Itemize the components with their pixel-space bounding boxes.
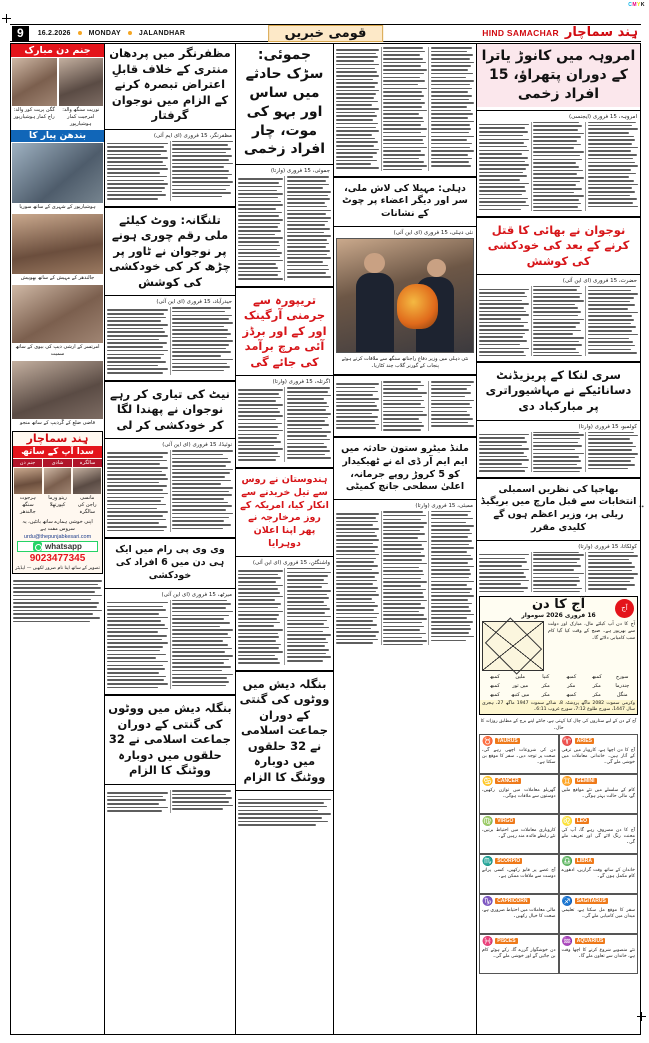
dateline-story-8: نوئیڈا، 15 فروری (ای این آئی) [162, 442, 232, 449]
panchang-cell: مکر [541, 691, 550, 698]
horoscope-sign-name: LEO [576, 818, 587, 825]
separator-dot [128, 31, 132, 35]
horoscope-card-sagitarus[interactable] [559, 894, 639, 934]
cmyk-registration-marks [628, 2, 645, 8]
capricorn-icon: ♑ [482, 895, 494, 906]
ad-photo-caption: ریتو ورما کپورتھلا [48, 495, 67, 508]
horoscope-card-gemini[interactable] [559, 774, 639, 814]
horoscope-sign-name: VIRGO [497, 818, 514, 825]
body-story-8 [105, 448, 235, 534]
dateline-story-7: اگرتلہ، 15 فروری (وارتا) [272, 379, 330, 386]
panchang-cell: مکر [592, 691, 601, 698]
body-story-11 [334, 379, 476, 433]
horoscope-card-pisces[interactable] [479, 934, 559, 974]
ad-tag: سالگرہ [73, 459, 102, 467]
dateline-story-13: میرٹھ، 15 فروری (ای این آئی) [161, 591, 232, 598]
masthead [10, 24, 641, 42]
news-photo [336, 238, 474, 353]
panchang-body [480, 619, 637, 673]
dateline-story-12: کولکاتا، 15 فروری (وارتا) [578, 543, 637, 550]
headline-story-6[interactable] [477, 221, 640, 272]
horoscope-text: گھریلو معاملات میں توازن رکھیں، دوستوں سے ملاقات ہوگی۔ [482, 787, 556, 799]
cmyk-y: Y [637, 2, 641, 8]
aries-icon: ♈ [561, 735, 573, 746]
horoscope-sign-name: LIBRA [576, 858, 592, 865]
brand-english: HIND SAMACHAR [482, 28, 559, 38]
panchang-cell: سورج [616, 673, 629, 680]
body-story-3-left [334, 44, 476, 173]
scorpio-icon: ♏ [482, 855, 494, 866]
panchang-row-1 [480, 673, 637, 682]
panchang-note: آج کا دن آپ کیلئے مال، مبارک اور دولت سے بھرپور ہے۔ صبح کے وقت کیا گیا کام سب کامیابی دلائے گا۔ [548, 621, 635, 641]
panchang-cell: کمبھ [566, 673, 577, 680]
photo-caption: قاضی ضلع کے گُردیپ کے ساتھ منجو [20, 420, 95, 426]
panchang-box [479, 596, 638, 715]
kundli-chart [482, 621, 544, 671]
dateline-story-9: کولمبو، 15 فروری (وارتا) [578, 423, 637, 430]
headline-story-16[interactable]: بنگلہ دیش میں ووٹوں کی گنتی کے دوران جماعت اسلامی نے 32 حلقوں میں دوبارہ ووٹنگ کا الزام [108, 701, 232, 778]
news-column-5 [477, 44, 640, 1034]
horoscope-card-virgo[interactable] [479, 814, 559, 854]
registration-dots: •• [639, 503, 644, 511]
ad-photo-caption: ہرجوت سنگھ جالندھر [19, 495, 36, 515]
headline-story-10-text: ہندوستان نے روس سے تیل خریدنے سے انکار کیا، امریکہ کے روز مرخارجہ نے پھر اپنا اعلان دوہرایا [240, 474, 329, 550]
horoscope-text: آج کا دن مصروف رہے گا، آپ کی محنت رنگ لائے گی اور تعریف ملے گی۔ [561, 827, 635, 845]
panchang-cell: میں ثور [512, 682, 529, 689]
horoscope-sign-name: ARIES [576, 738, 592, 745]
headline-story-3[interactable]: امروہہ میں کانوڑ یاترا کے دوران پتھراؤ، 15 افراد زخمی [477, 44, 640, 107]
panchang-cell: کمبھ [591, 673, 602, 680]
body-story-1 [105, 139, 235, 203]
photo-caption: جالندھر کے مہیش کے ساتھ بھوپیش [20, 275, 95, 281]
body-story-3 [477, 120, 640, 213]
horoscope-text: دن کی شروعات اچھی رہے گی، صحت پر توجہ دیں۔ سفر کا موقع بن سکتا ہے۔ [482, 747, 556, 765]
body-story-12 [477, 550, 640, 594]
crop-mark-top-left [2, 14, 11, 23]
horoscope-sign-name: CANCER [497, 778, 519, 785]
body-story-15 [236, 794, 333, 830]
aquarius-icon: ♒ [561, 935, 573, 946]
headline-story-15-wrap[interactable] [236, 675, 333, 788]
ad-photo-caption: مانسی راجن کی سالگرہ [77, 495, 97, 515]
panchang-cell: کنیا [542, 673, 550, 680]
dateline-story-4: حیدرآباد، 15 فروری (ای این آئی) [156, 299, 232, 306]
horoscope-sign-name: PISCES [497, 938, 516, 945]
horoscope-card-libra[interactable] [559, 854, 639, 894]
gemini-icon: ♊ [561, 775, 573, 786]
news-column-3 [236, 44, 333, 1034]
horoscope-intro: آج کے دن کے لیے ستاروں کی چال کیا کہتی ہے، جانئے اپنے برج کے مطابق روزانہ کا حال۔ [480, 718, 637, 731]
ad-subtitle: سدا آپ کے ساتھ [13, 446, 102, 458]
whatsapp-icon [33, 542, 42, 551]
horoscope-text: سفر کا موقع مل سکتا ہے، تعلیمی میدان میں کامیابی ملے گی۔ [561, 907, 635, 919]
birthday-photo-2 [59, 58, 104, 129]
horoscope-card-taurus[interactable] [479, 734, 559, 774]
horoscope-text: کام کے سلسلے میں نئے مواقع ملیں گے، مالی حالت بہتر ہوگی۔ [561, 787, 635, 799]
headline-story-11[interactable]: دہلی: مہیلا کی لاش ملی، سر اور دیگر اعضاء پر چوٹ کے نشانات [342, 182, 468, 220]
virgo-icon: ♍ [482, 815, 494, 826]
headline-story-1[interactable]: مظفرنگر میں پردھان منتری کے خلاف قابلِ اعتراض تبصرہ کرنے کے الزام میں نوجوان گرفتار [109, 46, 231, 123]
dateline-story-11: نئی دہلی، 15 فروری (ای این آئی) [393, 230, 473, 237]
dateline-story-14: ممبئی، 15 فروری (وارتا) [415, 503, 473, 510]
page-frame [10, 43, 641, 1035]
panchang-cell: کمبھ [489, 682, 500, 689]
panchang-cell: چندرما [615, 682, 630, 689]
birthday-photo-1 [12, 58, 57, 129]
panchang-cell: کمبھ [489, 673, 500, 680]
panchang-row-2 [480, 682, 637, 691]
horoscope-card-cancer[interactable] [479, 774, 559, 814]
headline-story-7: تریپورہ سے جرمنی آرگینک اور کے اور برڈز آئی مرچ برآمد کی جائے گی [242, 292, 327, 369]
panchang-cell: منگل [616, 691, 628, 698]
panchang-cell: کمبھ [566, 691, 577, 698]
cmyk-k: K [640, 2, 645, 8]
photo-caption: گگن پریت کور والد: راج کمار ہوشیارپور [13, 107, 55, 120]
panchang-footer: وکرمی سموت 2082 ماگھ پردِشٹہ 8، شاکے سموت 1947 ماگھ 27، ہجری سال 1447، سورج طلوع 7:12، سورج غروب 6:11۔ [482, 700, 635, 712]
headline-story-2[interactable]: جموئی: سڑک حادثے میں ساس اور بہو کی موت، چار افراد زخمی [243, 47, 326, 158]
headline-story-14[interactable]: ملنڈ میٹرو ستون حادثہ میں ایم ایم آر ڈی اے نے ٹھیکیدار کو 5 کروڑ روپے جرمانہ، اعلیٰ سطحی جانچ کمیٹی [341, 442, 469, 493]
panchang-cell: مکر [541, 682, 550, 689]
ad-footer: تصویر کے ساتھ اپنا نام ضرور لکھیں — ایڈیٹر [15, 566, 100, 571]
news-column-2 [105, 44, 235, 1034]
dateline-story-10: واشنگٹن، 15 فروری (ای این آئی) [252, 559, 330, 566]
leo-icon: ♌ [561, 815, 573, 826]
photo-figures [337, 239, 473, 352]
pisces-icon: ♓ [482, 935, 494, 946]
ad-photo-row [13, 467, 102, 518]
taurus-icon: ♉ [482, 735, 494, 746]
panchang-cell: مکر [567, 682, 576, 689]
bouquet [397, 284, 438, 329]
couple-photo-4 [11, 360, 104, 429]
panchang-title: آج کا دن [531, 596, 586, 612]
couple-photo-1 [11, 142, 104, 213]
dateline-story-1: مظفرنگر، 15 فروری (ای ایم آئی) [153, 132, 232, 139]
ad-tag: شادی [43, 459, 72, 467]
headline-story-4[interactable]: تلنگانہ: ووٹ کیلئے ملی رقم چوری ہونے پر نوجوان نے ٹاور پر چڑھ کر کی خودکشی کی کوشش [109, 212, 231, 289]
horoscope-card-capricorn[interactable] [479, 894, 559, 934]
dateline-story-6: حضرت، 15 فروری (ای این آئی) [562, 278, 637, 285]
horoscope-text: آج غصے پر قابو رکھیں، کسی پرانے دوست سے ملاقات ممکن ہے۔ [482, 867, 556, 879]
hind-samachar-ad[interactable] [12, 431, 103, 574]
horoscope-text: مالی معاملات میں احتیاط ضروری ہے، صحت کا خیال رکھیں۔ [482, 907, 556, 919]
horoscope-text: آج کا دن اچھا ہے، کاروبار میں ترقی کے آثار ہیں۔ خاندانی معاملات میں خوشی ملے گی۔ [561, 747, 635, 765]
headline-story-13[interactable]: وی وی پی رام میں ایک ہی دن میں 6 افراد کی خودکشی [115, 544, 225, 581]
birthday-banner: جنم دن مبارک [11, 44, 104, 57]
cmyk-c: C [628, 2, 633, 8]
cmyk-m: M [632, 2, 638, 8]
photo-caption: ہوشیارپور کے شہری کے ساتھ سوریا [19, 204, 96, 210]
body-story-10 [236, 566, 333, 667]
sidebar-filler-text [11, 576, 104, 626]
body-story-7 [236, 385, 333, 464]
photo-caption: امرتسر کے ارشی دیپ کی بیوی کے ساتھ سمیت [15, 344, 100, 357]
section-title: قومی خبریں [268, 25, 384, 42]
page-number: 9 [12, 26, 29, 41]
masthead-brand [482, 26, 641, 40]
horoscope-text: دن خوشگوار گزرے گا، رکے ہوئے کام بن جائیں گے اور خوشی ملے گی۔ [482, 947, 556, 959]
ad-tag: جنم دن [13, 459, 42, 467]
love-banner: بندھن پیار کا [11, 130, 104, 142]
headline-story-12[interactable]: بھاجپا کی نظریں اسمبلی انتخابات سے قبل مارچ میں بریگیڈ ریلی پر، وزیر اعظم ہوں گے کلیدی مقرر [480, 483, 637, 533]
panchang-date: 16 فروری 2026 سوموار [521, 611, 596, 619]
libra-icon: ♎ [561, 855, 573, 866]
horoscope-sign-name: CAPRICORN [497, 898, 528, 905]
edition-city: JALANDHAR [138, 29, 186, 37]
headline-story-10[interactable] [236, 472, 333, 553]
headline-story-7-line1[interactable] [236, 291, 333, 373]
horoscope-card-aquarius[interactable] [559, 934, 639, 974]
ad-tag-row [13, 459, 102, 467]
horoscope-sign-name: SCORPIO [497, 858, 521, 865]
panchang-row-3 [480, 691, 637, 700]
panchang-cell: ملین [515, 673, 526, 680]
publication-date: 16.2.2026 [37, 29, 71, 37]
horoscope-sign-name: GEMINI [576, 778, 595, 785]
body-story-2 [236, 174, 333, 282]
couple-photo-3 [11, 284, 104, 360]
headline-story-15: بنگلہ دیش میں ووٹوں کی گنتی کے دوران جماعت اسلامی نے 32 حلقوں میں دوبارہ ووٹنگ کا الزام [239, 676, 330, 784]
headline-story-8[interactable]: نیٹ کی تیاری کر رہے نوجوان نے پھندا لگا کر خودکشی کر لی [110, 386, 230, 432]
horoscope-sign-name: AQUARIUS [576, 938, 604, 945]
horoscope-text: خاندان کے ساتھ وقت گزاریں، ادھورے کام مکمل ہوں گے۔ [561, 867, 635, 879]
headline-story-9[interactable]: سری لنکا کے پریزیڈنٹ دسانائیکے نے مہاشیوراتری پر مبارکباد دی [485, 367, 632, 413]
horoscope-text: کاروباری معاملات میں احتیاط برتیں، نئے رابطے فائدہ مند رہیں گے۔ [482, 827, 556, 839]
panchang-cell: کمبھ [489, 691, 500, 698]
horoscope-sign-name: TAURUS [497, 738, 518, 745]
sagitarus-icon: ♐ [561, 895, 573, 906]
ad-email[interactable]: urdu@thepunjabkesari.com [23, 534, 92, 540]
horoscope-card-aries[interactable] [559, 734, 639, 774]
couple-photo-2 [11, 213, 104, 284]
dateline-story-2: جموئی، 15 فروری (وارتا) [270, 168, 330, 175]
body-story-4 [105, 305, 235, 376]
brand-urdu-logo: ہِند سماچار [564, 25, 638, 40]
horoscope-text: نئے منصوبے شروع کرنے کا اچھا وقت ہے، خاندان سے تعاون ملے گا۔ [561, 947, 635, 959]
panchang-cell: میں کنبھ [511, 691, 530, 698]
sidebar-column [11, 44, 104, 1034]
whatsapp-number[interactable]: 9023477345 [29, 553, 86, 564]
whatsapp-label: whatsapp [45, 542, 82, 551]
horoscope-grid [479, 734, 638, 974]
body-story-16 [105, 788, 235, 815]
photo-caption: نوریت سنگھ والد: امرجیت کمار ہوشیارپور [62, 107, 100, 127]
cancer-icon: ♋ [482, 775, 494, 786]
ad-note: اپنی خوشی ہمارے ساتھ بانٹیں، یہ سروس مفت ہے [22, 519, 93, 532]
publication-day: MONDAY [88, 29, 121, 37]
news-column-4 [334, 44, 476, 1034]
panchang-cell: مکر [592, 682, 601, 689]
whatsapp-row[interactable] [17, 541, 98, 552]
body-story-6 [477, 284, 640, 358]
horoscope-card-scorpio[interactable] [479, 854, 559, 894]
dateline-story-3: امروہہ، 15 فروری (ایجنسی) [569, 113, 637, 120]
separator-dot [78, 31, 82, 35]
ad-logo: ہِند سماچار [26, 432, 89, 445]
body-story-9 [477, 430, 640, 474]
aaj-badge: آج [615, 599, 634, 618]
body-story-14 [334, 509, 476, 646]
birthday-photo-row [11, 57, 104, 130]
news-photo-caption: نئی دہلی میں وزیر دفاع راجناتھ سنگھ سے ملاقات کرتے ہوئے پنجاب کے گورنر گلاب چند کٹاریا۔ [341, 356, 469, 370]
horoscope-card-leo[interactable] [559, 814, 639, 854]
horoscope-sign-name: SAGITARUS [576, 898, 606, 905]
body-story-13 [105, 598, 235, 692]
headline-story-6-text: نوجوان نے بھائی کا قتل کرنے کے بعد کی خودکشی کی کوشش [487, 222, 630, 268]
